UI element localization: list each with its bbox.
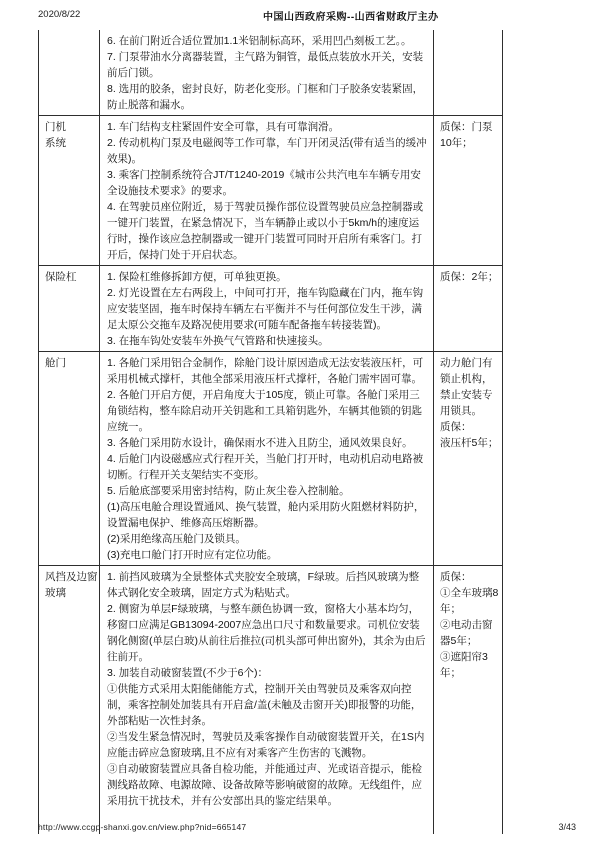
text-line: 2. 侧窗为单层F绿玻璃，与整车颜色协调一致，窗格大小基本均匀，移窗口应满足GB13094-2007应急出口尺寸和数量要求。司机位安装钢化侧窗(单层白玻)从前往后推拉(司机头部可伸出窗外)，其余为由后往前开。 (107, 603, 426, 663)
text-line: 4. 后舱门内设磁感应式行程开关，当舱门打开时，电动机启动电路被切断。行程开关支架结实不变形。 (107, 453, 424, 481)
row-specs (100, 352, 434, 566)
header-date: 2020/8/22 (38, 9, 81, 20)
row-specs (100, 30, 434, 116)
row-label (39, 266, 100, 352)
row-label (39, 566, 100, 834)
text-line: 2. 传动机构门泵及电磁阀等工作可靠，车门开闭灵活(带有适当的缓冲效果)。 (107, 137, 427, 165)
row-warranty (434, 266, 503, 352)
text-line: 质保：2年； (440, 271, 499, 283)
row-label (39, 30, 100, 116)
text-line: 4. 在驾驶员座位附近，易于驾驶员操作部位设置驾驶员应急控制器或一键开门装置，在紧急情况下，当车辆静止或以小于5km/h的速度运行时，操作该应急控制器或一键开门装置可同时开启所有乘客门。打开后，保持门处于开启状态。 (107, 201, 424, 261)
row-warranty (434, 566, 503, 834)
row-label (39, 116, 100, 266)
table-row-windshield-windows (39, 566, 503, 834)
text-line: 3. 在拖车钩处安装车外换气气管路和快速接头。 (107, 335, 329, 347)
text-line: 2. 各舱门开启方便，开启角度大于105度，锁止可靠。各舱门采用三角锁结构，整车除启动开关钥匙和工具箱钥匙外，车辆其他锁的钥匙应统一。 (107, 389, 422, 433)
footer-url: http://www.ccgp-shanxi.gov.cn/view.php?nid=665147 (38, 822, 247, 832)
row-specs (100, 116, 434, 266)
text-line: 玻璃 (45, 587, 66, 599)
spec-table-container (38, 30, 503, 834)
text-line: 风挡及边窗 (45, 571, 98, 583)
text-line: ①全车玻璃8年； (440, 587, 499, 615)
text-line: 质保： (440, 421, 472, 433)
text-line: 保险杠 (45, 271, 77, 283)
row-label (39, 352, 100, 566)
row-warranty (434, 30, 503, 116)
page-header-title: 中国山西政府采购--山西省财政厅主办 (263, 12, 439, 23)
text-line: 1. 前挡风玻璃为全景整体式夹胶安全玻璃，F绿玻。后挡风玻璃为整体式钢化安全玻璃，固定方式为粘贴式。 (107, 571, 420, 599)
text-line: 1. 车门结构支柱紧固件安全可靠，具有可靠润滑。 (107, 121, 340, 133)
text-line: ②电动击窗器5年； (440, 619, 493, 647)
text-line: (2)采用绝缘高压舱门及锁具。 (107, 533, 246, 545)
text-line: ③自动破窗装置应具备自检功能，并能通过声、光或语音提示，能检测线路故障、电源故障、设备故障等影响破窗的故障。无线组件，应采用抗干扰技术，并有公安部出具的鉴定结果单。 (107, 763, 422, 807)
text-line: 系统 (45, 137, 66, 149)
row-warranty (434, 352, 503, 566)
text-line: ③遮阳帘3年； (440, 651, 488, 679)
text-line: 1. 各舱门采用铝合金制作，除舱门设计原因造成无法安装液压杆，可采用机械式撑杆，其他全部采用液压杆式撑杆，各舱门需牢固可靠。 (107, 357, 424, 385)
table-row-bumper (39, 266, 503, 352)
text-line: 2. 灯光设置在左右两段上，中间可打开，拖车钩隐藏在门内，拖车钩应安装坚固，拖车时保持车辆左右平衡并不与任何部位发生干涉，满足太原公交拖车及路况使用要求(可随车配备拖车转接装置)。 (107, 287, 424, 331)
row-warranty (434, 116, 503, 266)
text-line: 液压杆5年； (440, 437, 499, 449)
text-line: 5. 后舱底部要采用密封结构，防止灰尘卷入控制舱。 (107, 485, 350, 497)
text-line: (1)高压电舱合理设置通风、换气装置，舱内采用防火阻燃材料防护，设置漏电保护、维修高压熔断器。 (107, 501, 425, 529)
text-line: 8. 选用的胶条，密封良好，防老化变形。门框和门子胶条安装紧固，防止脱落和漏水。 (107, 83, 424, 111)
text-line: (3)充电口舱门打开时应有定位功能。 (107, 549, 278, 561)
text-line: 3. 各舱门采用防水设计，确保雨水不进入且防尘，通风效果良好。 (107, 437, 413, 449)
text-line: 3. 乘客门控制系统符合JT/T1240-2019《城市公共汽电车车辆专用安全设施技术要求》的要求。 (107, 169, 421, 197)
text-line: 7. 门泵带油水分离器装置，主气路为铜管，最低点装放水开关，安装前后门锁。 (107, 51, 424, 79)
row-specs (100, 566, 434, 834)
text-line: 1. 保险杠维修拆卸方便，可单独更换。 (107, 271, 287, 283)
text-line: 舱门 (45, 357, 66, 369)
text-line: 动力舱门有锁止机构，禁止安装专用锁具。 (440, 357, 493, 417)
text-line: ①供能方式采用太阳能储能方式，控制开关由驾驶员及乘客双向控制，乘客控制处加装具有开启盒/盖(未触及击窗开关)即报警的功能，外部粘贴一次性封条。 (107, 683, 422, 727)
text-line: 6. 在前门附近合适位置加1.1米铝制标高环，采用凹凸刻板工艺。。 (107, 35, 412, 47)
table-row-doors-continued (39, 30, 503, 116)
spec-table (38, 30, 503, 834)
text-line: 质保：门泵10年； (440, 121, 493, 149)
text-line: 质保： (440, 571, 472, 583)
table-row-door-mechanism (39, 116, 503, 266)
text-line: ②当发生紧急情况时，驾驶员及乘客操作自动破窗装置开关，在1S内应能击碎应急窗玻璃,且不应有对乘客产生伤害的飞溅物。 (107, 731, 425, 759)
text-line: 门机 (45, 121, 66, 133)
page-number: 3/43 (558, 822, 576, 832)
table-row-hatch-doors (39, 352, 503, 566)
row-specs (100, 266, 434, 352)
text-line: 3. 加装自动破窗装置(不少于6个)： (107, 667, 269, 679)
